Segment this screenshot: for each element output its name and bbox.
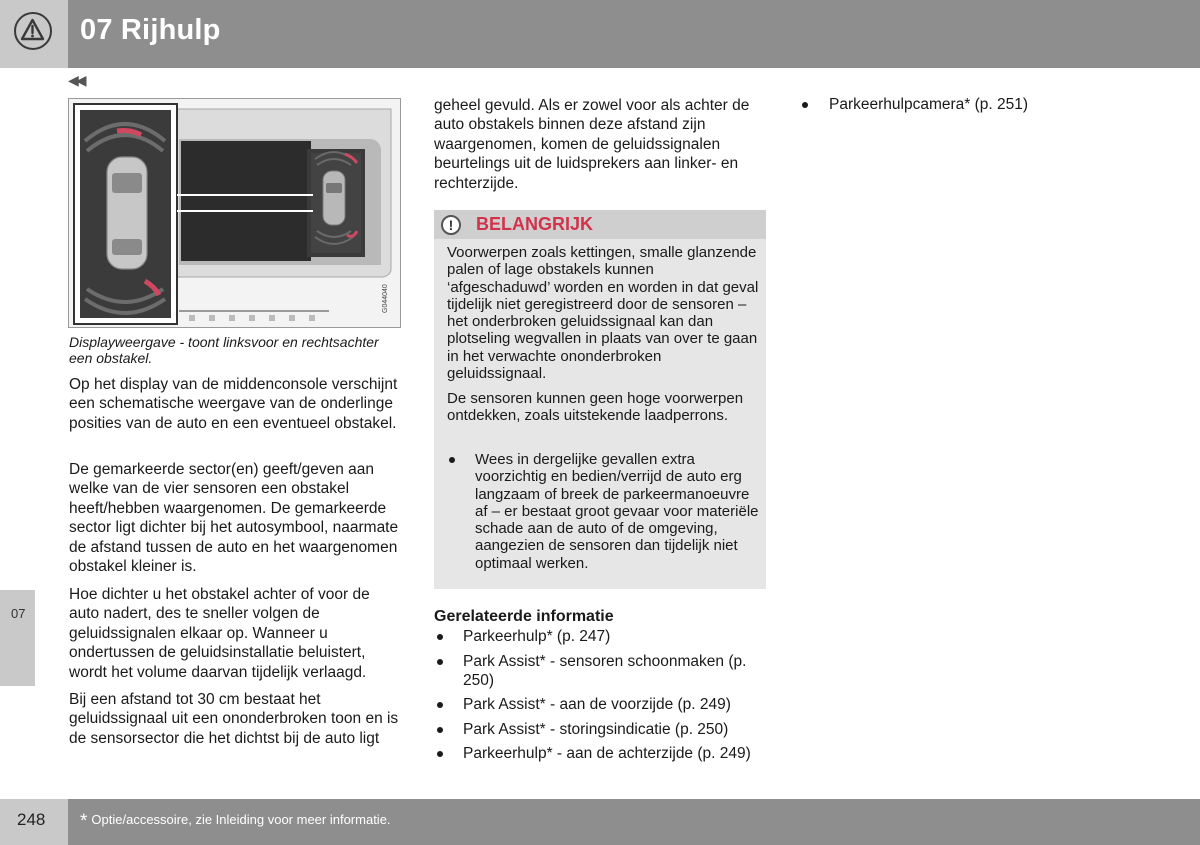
page-number: 248 [17, 810, 46, 829]
bullet-icon [437, 702, 443, 708]
footnote [80, 811, 391, 833]
back-chevron-icon[interactable]: ◀◀ [68, 72, 84, 88]
paragraph-3: Hoe dichter u het obstakel achter of voor de auto nadert, des te sneller volgen de geluidssignalen elkaar op. Wanneer u ondertussen de geluidsinstallatie beluistert, wordt het volume daarvan tijdelijk verlaagd. [69, 586, 370, 681]
paragraph-5: geheel gevuld. Als er zowel voor als achter de auto obstakels binnen deze afstand zijn waargenomen, komen de geluidssignalen beurtelings uit de luidsprekers aan linker- en rechterzijde. [434, 97, 750, 192]
related-link-4[interactable]: Park Assist* - storingsindicatie (p. 250) [463, 721, 729, 738]
parking-display-illustration [68, 98, 401, 328]
important-title: BELANGRIJK [476, 214, 594, 234]
paragraph-4: Bij een afstand tot 30 cm bestaat het geluidssignaal uit een ononderbroken toon en is de sensorsector die het dichtst bij de auto ligt [69, 691, 399, 747]
footnote-text: Optie/accessoire, zie Inleiding voor meer informatie. [91, 812, 391, 827]
chapter-tab-label: 07 [11, 606, 26, 621]
important-paragraph-1: Voorwerpen zoals kettingen, smalle glanzende palen of lage obstakels kunnen ‘afgeschaduwd’ worden en worden in dat geval tijdelijk niet geregistreerd door de sensoren – het onderbroken geluidssignaal kan dan plotseling wegvallen in plaats van over te gaan in het verwachte ononderbroken geluidssignaal. [447, 244, 759, 383]
figure-caption: Displayweergave - toont linksvoor en rechtsachter een obstakel. [69, 334, 379, 366]
header-bar [68, 0, 1200, 68]
bullet-icon [437, 751, 443, 757]
related-link-2[interactable]: Park Assist* - sensoren schoonmaken (p. 250) [463, 653, 747, 690]
related-heading: Gerelateerde informatie [434, 608, 614, 625]
bullet-icon [437, 727, 443, 733]
bullet-icon [802, 102, 808, 108]
paragraph-2: De gemarkeerde sector(en) geeft/geven aan welke van de vier sensoren een obstakel heeft/hebben waargenomen. De gemarkeerde sector ligt dichter bij het autosymbool, naarmate de afstand tussen de auto en het waargenomen obstakel kleiner is. [69, 461, 399, 576]
related-link-5[interactable]: Parkeerhulp* - aan de achterzijde (p. 249) [463, 745, 751, 762]
important-paragraph-2: De sensoren kunnen geen hoge voorwerpen ontdekken, zoals uitstekende laadperrons. [447, 390, 744, 425]
footnote-star: * [80, 811, 88, 832]
bullet-icon [437, 634, 443, 640]
chapter-title: 07 Rijhulp [80, 14, 221, 46]
related-link-camera[interactable]: Parkeerhulpcamera* (p. 251) [829, 96, 1029, 113]
exclamation-icon: ! [441, 215, 461, 235]
related-link-3[interactable]: Park Assist* - aan de voorzijde (p. 249) [463, 696, 731, 713]
figure-code: G044040 [382, 284, 389, 313]
important-bullet: Wees in dergelijke gevallen extra voorzichtig en bedien/verrijd de auto erg langzaam of breek de parkeermanoeuvre af – er bestaat groot gevaar voor materiële schade aan de auto of de omgeving, aangezien de sensoren dan tijdelijk niet optimaal werken. [475, 451, 759, 572]
bullet-icon [437, 659, 443, 665]
bullet-icon [449, 457, 455, 463]
related-link-1[interactable]: Parkeerhulp* (p. 247) [463, 628, 611, 645]
warning-icon [14, 12, 52, 50]
paragraph-1: Op het display van de middenconsole verschijnt een schematische weergave van de onderlinge posities van de auto en een eventueel obstakel. [69, 376, 398, 432]
chapter-tab[interactable] [0, 590, 35, 686]
